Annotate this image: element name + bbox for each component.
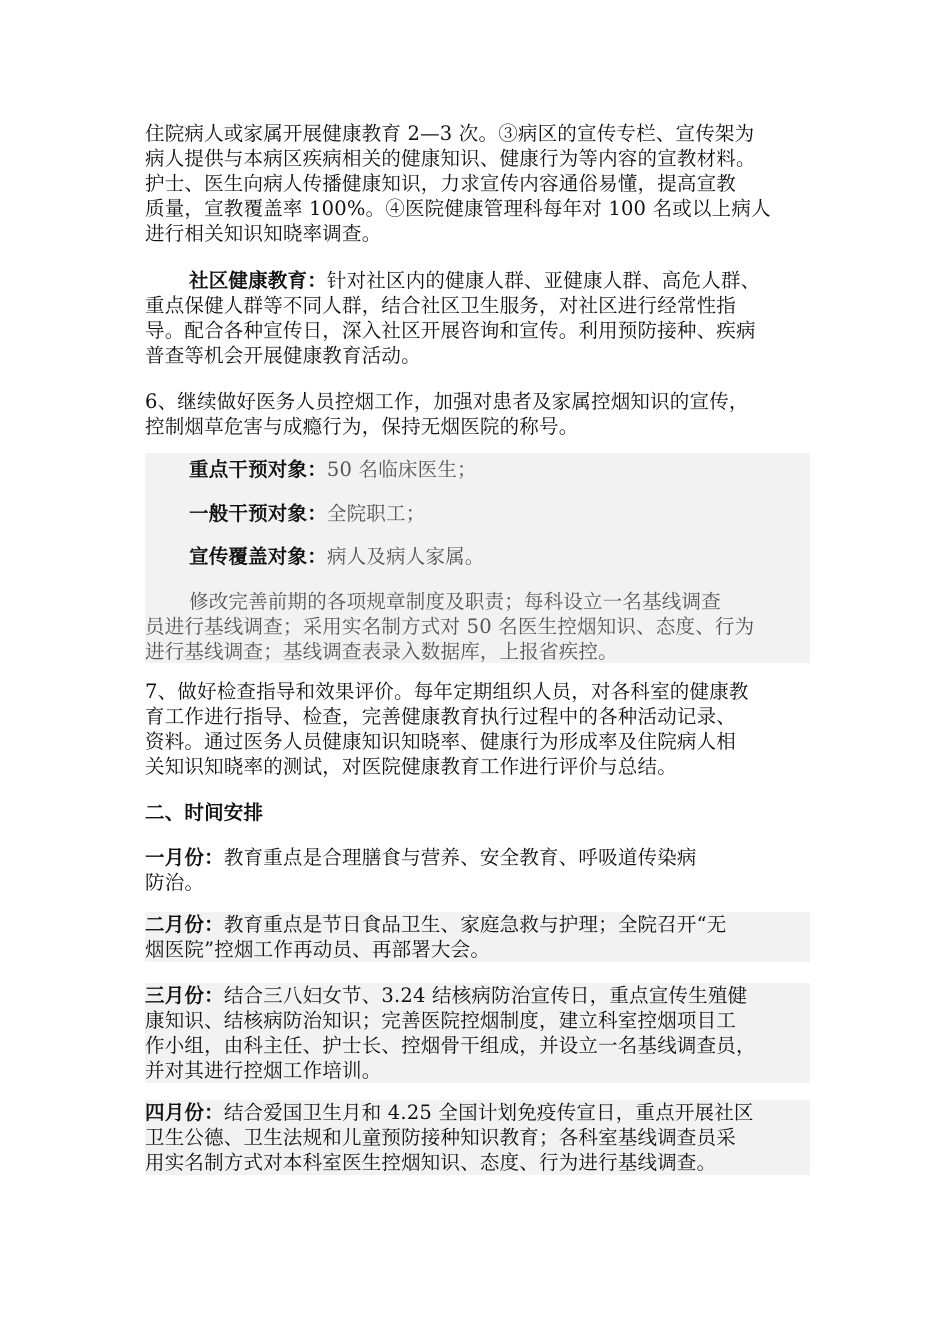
text-line: 卫生公德、卫生法规和儿童预防接种知识教育；各科室基线调查员采 (145, 1126, 737, 1149)
coverage-target-line (145, 544, 485, 569)
month-text: 教育重点是节日食品卫生、家庭急救与护理；全院召开“无 (223, 913, 727, 936)
month-text: 教育重点是合理膳食与营养、安全教育、呼吸道传染病 (223, 846, 697, 869)
text-line: 住院病人或家属开展健康教育 2—3 次。③病区的宣传专栏、宣传架为 (145, 122, 755, 145)
text-line (145, 845, 810, 870)
text-line: 控制烟草危害与成瘾行为，保持无烟医院的称号。 (145, 415, 579, 438)
paragraph-community-education (145, 268, 810, 368)
paragraph-regulations (145, 589, 810, 664)
text-line: 康知识、结核病防治知识；完善医院控烟制度，建立科室控烟项目工 (145, 1009, 737, 1032)
text-line: 导。配合各种宣传日，深入社区开展咨询和宣传。利用预防接种、疾病 (145, 319, 756, 342)
intervention-targets-block (145, 453, 810, 663)
text-line: 质量，宣教覆盖率 100%。④医院健康管理科每年对 100 名或以上病人 (145, 197, 771, 220)
text-line: 关知识知晓率的测试，对医院健康教育工作进行评价与总结。 (145, 755, 677, 778)
text-line: 作小组，由科主任、护士长、控烟骨干组成，并设立一名基线调查员， (145, 1034, 756, 1057)
text-line (145, 983, 810, 1008)
schedule-april (145, 1100, 810, 1175)
month-label: 一月份： (145, 846, 224, 869)
text-line: 修改完善前期的各项规章制度及职责；每科设立一名基线调查 (189, 590, 721, 613)
text-line: 员进行基线调查；采用实名制方式对 50 名医生控烟知识、态度、行为 (145, 615, 755, 638)
schedule-january (145, 845, 810, 895)
text-line: 用实名制方式对本科室医生控烟知识、态度、行为进行基线调查。 (145, 1151, 717, 1174)
schedule-february (145, 912, 810, 962)
schedule-march (145, 983, 810, 1083)
paragraph-tobacco-control (145, 389, 810, 439)
month-label: 四月份： (145, 1101, 224, 1124)
text-line: 重点保健人群等不同人群，结合社区卫生服务，对社区进行经常性指 (145, 294, 737, 317)
text-line (145, 1100, 810, 1125)
text-line: 防治。 (145, 871, 205, 894)
key-target-line (145, 457, 477, 482)
text-line: 6、继续做好医务人员控烟工作，加强对患者及家属控烟知识的宣传， (145, 390, 749, 413)
general-target-line (145, 501, 425, 526)
text-line: 进行基线调查；基线调查表录入数据库，上报省疾控。 (145, 640, 618, 663)
coverage-target-label: 宣传覆盖对象： (189, 545, 327, 568)
text-line: 烟医院”控烟工作再动员、再部署大会。 (145, 938, 491, 961)
text-line: 普查等机会开展健康教育活动。 (145, 344, 421, 367)
month-label: 二月份： (145, 913, 224, 936)
general-target-label: 一般干预对象： (189, 502, 327, 525)
text-line: 育工作进行指导、检查，完善健康教育执行过程中的各种活动记录、 (145, 705, 737, 728)
paragraph-inpatient-education (145, 121, 810, 246)
section-heading (145, 800, 810, 825)
text-line: 资料。通过医务人员健康知识知晓率、健康行为形成率及住院病人相 (145, 730, 737, 753)
text-line (145, 268, 810, 293)
text-line: 护士、医生向病人传播健康知识，力求宣传内容通俗易懂，提高宣教 (145, 172, 737, 195)
text-line (145, 912, 810, 937)
community-education-label: 社区健康教育： (189, 269, 327, 292)
key-target-label: 重点干预对象： (189, 458, 327, 481)
community-education-text: 针对社区内的健康人群、亚健康人群、高危人群、 (326, 269, 761, 292)
text-line: 并对其进行控烟工作培训。 (145, 1059, 382, 1082)
month-text: 结合爱国卫生月和 4.25 全国计划免疫传宣日，重点开展社区 (223, 1101, 754, 1124)
text-line: 进行相关知识知晓率调查。 (145, 222, 382, 245)
coverage-target-value: 病人及病人家属。 (326, 545, 485, 568)
section-title: 二、时间安排 (145, 801, 264, 824)
month-label: 三月份： (145, 984, 224, 1007)
general-target-value: 全院职工； (326, 502, 426, 525)
month-text: 结合三八妇女节、3.24 结核病防治宣传日，重点宣传生殖健 (223, 984, 748, 1007)
text-line: 病人提供与本病区疾病相关的健康知识、健康行为等内容的宣教材料。 (145, 147, 756, 170)
text-line: 7、做好检查指导和效果评价。每年定期组织人员，对各科室的健康教 (145, 680, 749, 703)
paragraph-evaluation (145, 679, 810, 779)
key-target-value: 50 名临床医生； (326, 458, 477, 481)
